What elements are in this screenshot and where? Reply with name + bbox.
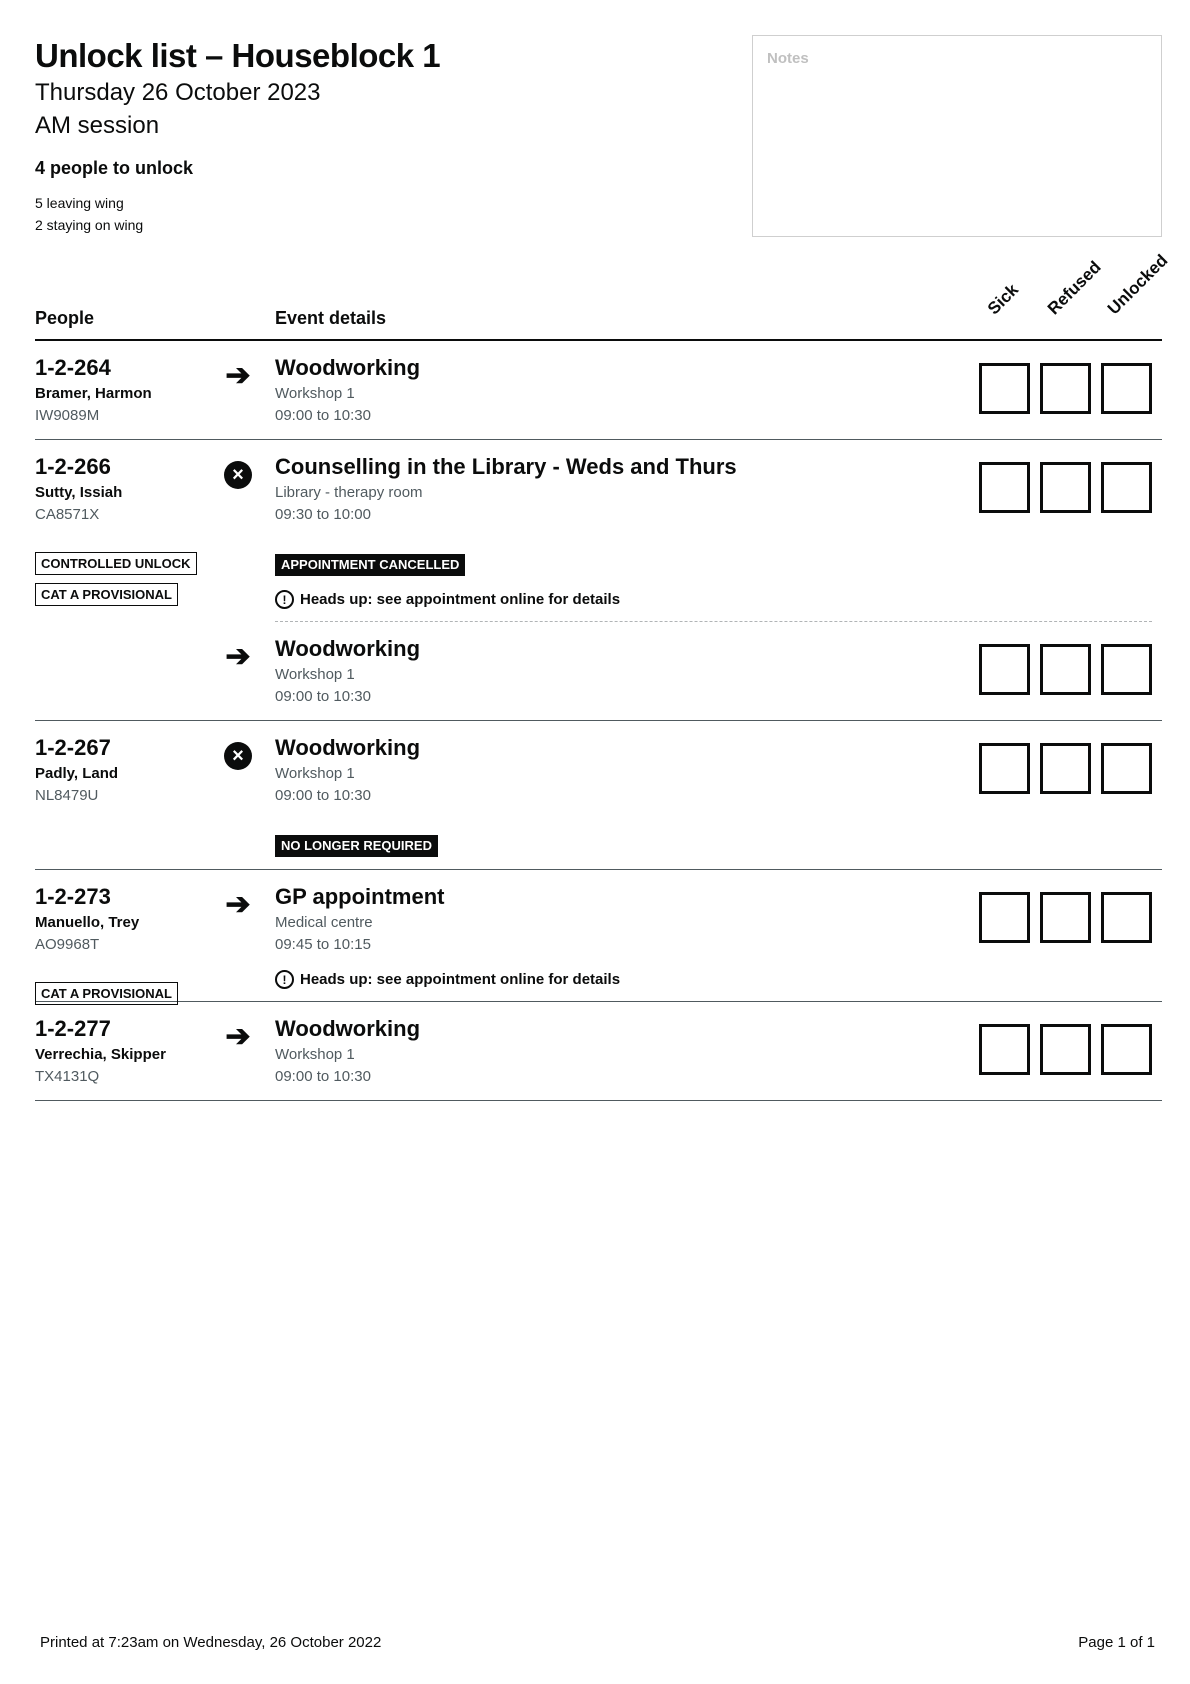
notes-label: Notes	[767, 50, 809, 67]
heads-up-notice	[275, 590, 1162, 609]
table-row	[35, 341, 1162, 440]
event-title: Woodworking	[275, 355, 421, 380]
leaving-count: 5 leaving wing	[35, 195, 124, 211]
arrow-right-icon: ➔	[225, 1020, 251, 1053]
attendance-checkboxes	[979, 892, 1152, 943]
unlocked-checkbox[interactable]	[1101, 363, 1152, 414]
cancel-icon: ×	[223, 741, 253, 771]
event-item	[35, 870, 1162, 1001]
column-header-sick: Sick	[983, 280, 1023, 319]
event-location: Medical centre	[275, 914, 373, 931]
event-location: Library - therapy room	[275, 484, 423, 501]
event-location: Workshop 1	[275, 765, 355, 782]
page-title: Unlock list – Houseblock 1	[35, 37, 441, 74]
prisoner-number: AO9968T	[35, 936, 100, 953]
refused-checkbox[interactable]	[1040, 644, 1091, 695]
session: AM session	[35, 112, 160, 139]
table-row	[35, 440, 1162, 721]
attendance-checkboxes	[979, 1024, 1152, 1075]
event-time: 09:00 to 10:30	[275, 688, 371, 705]
alert-tag: CAT A PROVISIONAL	[35, 982, 178, 1005]
event-title: Woodworking	[275, 636, 421, 661]
arrow-right-icon: ➔	[225, 359, 251, 392]
table-body	[35, 341, 1162, 1101]
attendance-checkboxes	[979, 743, 1152, 794]
cell-location: 1-2-264	[35, 355, 111, 380]
attendance-checkboxes	[979, 363, 1152, 414]
column-header-refused: Refused	[1043, 257, 1105, 319]
column-header-people: People	[35, 308, 95, 328]
page-number: Page 1 of 1	[1078, 1634, 1155, 1651]
page-header	[35, 36, 715, 236]
warning-icon: !	[275, 590, 294, 609]
printed-at: Printed at 7:23am on Wednesday, 26 October 2022	[40, 1634, 382, 1651]
event-item	[35, 341, 1162, 439]
sick-checkbox[interactable]	[979, 743, 1030, 794]
event-title: Woodworking	[275, 735, 421, 760]
event-time: 09:00 to 10:30	[275, 787, 371, 804]
cell-location: 1-2-273	[35, 884, 111, 909]
column-header-unlocked: Unlocked	[1103, 250, 1172, 319]
table-row	[35, 721, 1162, 870]
event-time: 09:00 to 10:30	[275, 407, 371, 424]
prisoner-number: NL8479U	[35, 787, 99, 804]
alert-tag: CAT A PROVISIONAL	[35, 583, 178, 606]
refused-checkbox[interactable]	[1040, 743, 1091, 794]
prisoner-number: CA8571X	[35, 506, 100, 523]
event-item	[35, 721, 1162, 869]
unlocked-checkbox[interactable]	[1101, 743, 1152, 794]
arrow-right-icon: ➔	[225, 888, 251, 921]
warning-icon: !	[275, 970, 294, 989]
event-item	[35, 1002, 1162, 1100]
unlocked-checkbox[interactable]	[1101, 462, 1152, 513]
event-item	[35, 440, 1162, 621]
event-title: Counselling in the Library - Weds and Thurs	[275, 454, 737, 479]
event-location: Workshop 1	[275, 1046, 355, 1063]
cell-location: 1-2-267	[35, 735, 111, 760]
alert-tag: CONTROLLED UNLOCK	[35, 552, 197, 575]
cell-location: 1-2-266	[35, 454, 111, 479]
event-title: Woodworking	[275, 1016, 421, 1041]
table-row	[35, 870, 1162, 1002]
event-time: 09:00 to 10:30	[275, 1068, 371, 1085]
refused-checkbox[interactable]	[1040, 892, 1091, 943]
heads-up-text: Heads up: see appointment online for details	[300, 971, 621, 988]
prisoner-name: Manuello, Trey	[35, 914, 140, 931]
event-time: 09:45 to 10:15	[275, 936, 371, 953]
unlock-table	[35, 245, 1172, 1101]
event-title: GP appointment	[275, 884, 445, 909]
status-badge: APPOINTMENT CANCELLED	[275, 554, 465, 576]
prisoner-name: Sutty, Issiah	[35, 484, 123, 501]
date: Thursday 26 October 2023	[35, 79, 321, 106]
prisoner-name: Padly, Land	[35, 765, 119, 782]
sick-checkbox[interactable]	[979, 644, 1030, 695]
sick-checkbox[interactable]	[979, 1024, 1030, 1075]
unlocked-checkbox[interactable]	[1101, 1024, 1152, 1075]
sick-checkbox[interactable]	[979, 462, 1030, 513]
table-header	[35, 245, 1172, 341]
arrow-right-icon: ➔	[225, 640, 251, 673]
event-location: Workshop 1	[275, 666, 355, 683]
sick-checkbox[interactable]	[979, 892, 1030, 943]
sick-checkbox[interactable]	[979, 363, 1030, 414]
heads-up-text: Heads up: see appointment online for details	[300, 591, 621, 608]
attendance-checkboxes	[979, 644, 1152, 695]
prisoner-name: Bramer, Harmon	[35, 385, 152, 402]
people-count: 4 people to unlock	[35, 158, 194, 178]
event-time: 09:30 to 10:00	[275, 506, 371, 523]
unlocked-checkbox[interactable]	[1101, 644, 1152, 695]
prisoner-number: TX4131Q	[35, 1068, 100, 1085]
unlocked-checkbox[interactable]	[1101, 892, 1152, 943]
refused-checkbox[interactable]	[1040, 363, 1091, 414]
page-footer	[40, 1634, 1155, 1651]
cancel-icon: ×	[223, 460, 253, 490]
prisoner-name: Verrechia, Skipper	[35, 1046, 166, 1063]
event-item	[225, 621, 1152, 720]
table-row	[35, 1002, 1162, 1101]
cell-location: 1-2-277	[35, 1016, 111, 1041]
column-header-event: Event details	[275, 308, 387, 328]
staying-count: 2 staying on wing	[35, 217, 144, 233]
status-badge: NO LONGER REQUIRED	[275, 835, 438, 857]
movement-stats	[35, 192, 715, 236]
refused-checkbox[interactable]	[1040, 462, 1091, 513]
notes-box	[752, 35, 1162, 237]
refused-checkbox[interactable]	[1040, 1024, 1091, 1075]
heads-up-notice	[275, 970, 1162, 989]
prisoner-number: IW9089M	[35, 407, 100, 424]
attendance-checkboxes	[979, 462, 1152, 513]
event-location: Workshop 1	[275, 385, 355, 402]
